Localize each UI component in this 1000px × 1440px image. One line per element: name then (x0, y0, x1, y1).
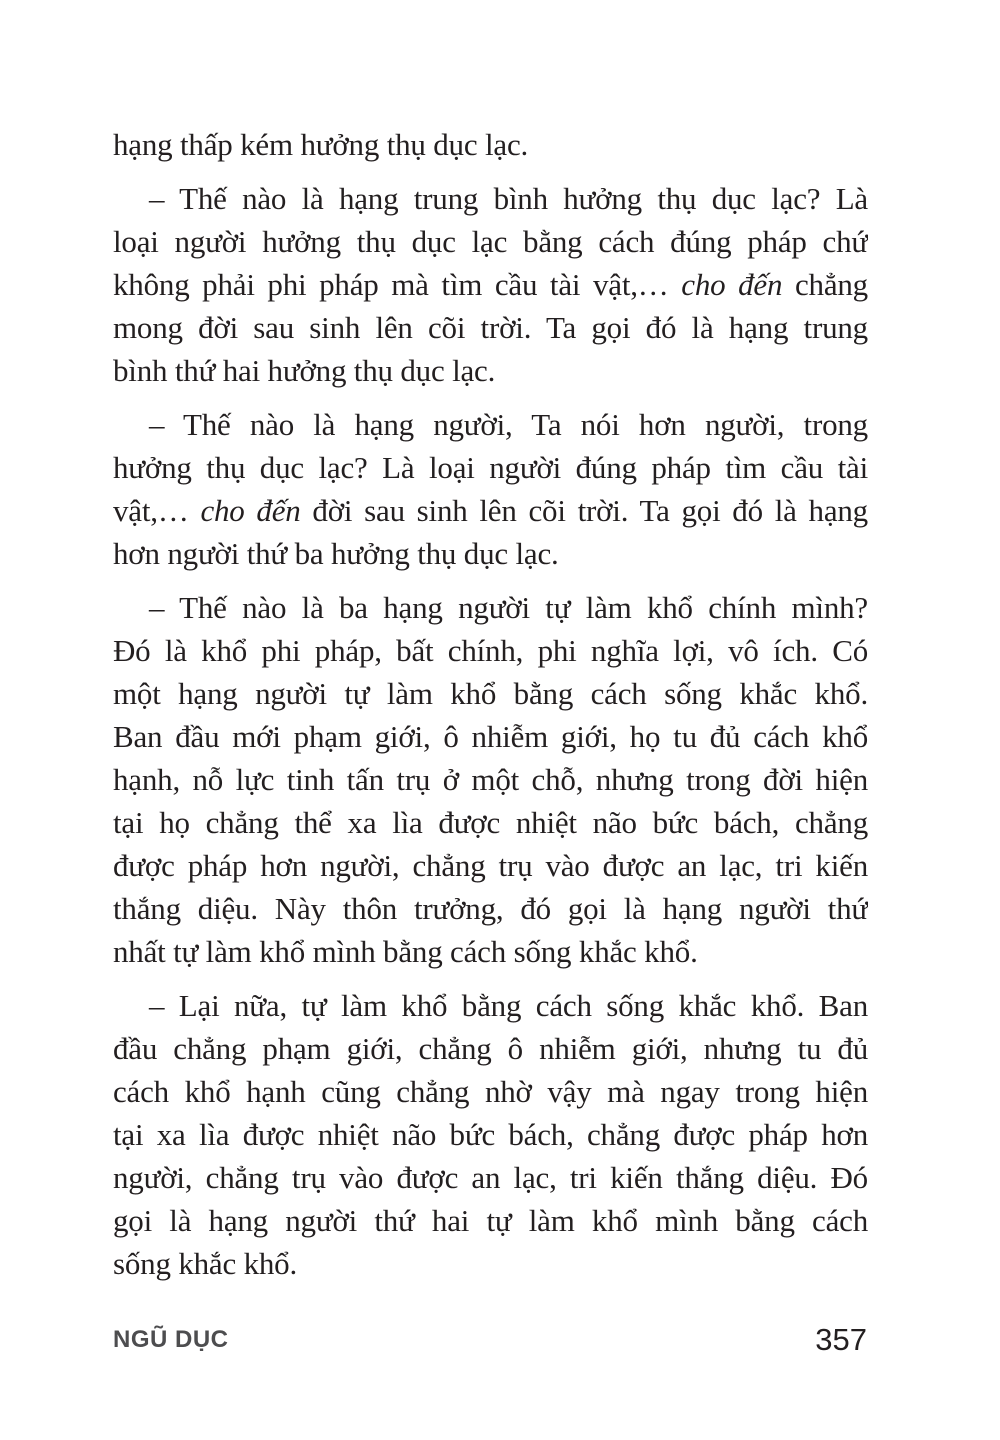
text-line (113, 844, 868, 887)
text-run: tại họ chẳng thể xa lìa được nhiệt não bức bách, chẳng (113, 805, 868, 840)
running-footer-title: NGŨ DỤC (113, 1326, 229, 1353)
text-line (113, 446, 868, 489)
text-run: thắng diệu. Này thôn trưởng, đó gọi là hạng người thứ (113, 891, 868, 926)
text-run: bình thứ hai hưởng thụ dục lạc. (113, 353, 496, 388)
text-run: đời sau sinh lên cõi trời. Ta gọi đó là hạng (300, 493, 868, 528)
text-line (113, 629, 868, 672)
text-line (113, 177, 868, 220)
text-line (113, 887, 868, 930)
text-run: mong đời sau sinh lên cõi trời. Ta gọi đó là hạng trung (113, 310, 868, 345)
page-number: 357 (815, 1322, 867, 1357)
text-line (113, 1199, 868, 1242)
text-line (113, 532, 868, 575)
text-line (113, 123, 868, 166)
text-line (113, 758, 868, 801)
text-run: được pháp hơn người, chẳng trụ vào được an lạc, tri kiến (113, 848, 868, 883)
text-run: chẳng (782, 267, 868, 302)
text-line (113, 984, 868, 1027)
text-run: hơn người thứ ba hưởng thụ dục lạc. (113, 536, 559, 571)
text-run: nhất tự làm khổ mình bằng cách sống khắc khổ. (113, 934, 698, 969)
text-run: không phải phi pháp mà tìm cầu tài vật,… (113, 267, 682, 302)
text-line (113, 801, 868, 844)
italic-run: cho đến (681, 267, 783, 302)
text-line (113, 220, 868, 263)
text-line (113, 586, 868, 629)
text-run: hưởng thụ dục lạc? Là loại người đúng pháp tìm cầu tài (113, 450, 868, 485)
text-run: – Thế nào là hạng người, Ta nói hơn người, trong (149, 407, 868, 442)
text-line (113, 263, 868, 306)
text-line (113, 1070, 868, 1113)
text-run: đầu chẳng phạm giới, chẳng ô nhiễm giới, nhưng tu đủ (113, 1031, 868, 1066)
text-run: vật,… (113, 493, 201, 528)
text-line (113, 1027, 868, 1070)
text-run: cách khổ hạnh cũng chẳng nhờ vậy mà ngay trong hiện (113, 1074, 868, 1109)
text-run: – Lại nữa, tự làm khổ bằng cách sống khắc khổ. Ban (149, 988, 868, 1023)
text-run: tại xa lìa được nhiệt não bức bách, chẳng được pháp hơn (113, 1117, 868, 1152)
paragraph (113, 403, 868, 575)
text-line (113, 306, 868, 349)
text-run: – Thế nào là hạng trung bình hưởng thụ dục lạc? Là (149, 181, 868, 216)
text-line (113, 1113, 868, 1156)
text-run: người, chẳng trụ vào được an lạc, tri kiến thắng diệu. Đó (113, 1160, 868, 1195)
text-run: hạng thấp kém hưởng thụ dục lạc. (113, 127, 529, 162)
text-line (113, 1156, 868, 1199)
text-run: – Thế nào là ba hạng người tự làm khổ chính mình? (149, 590, 868, 625)
text-run: sống khắc khổ. (113, 1246, 298, 1281)
text-line (113, 349, 868, 392)
paragraph (113, 177, 868, 392)
text-line (113, 1242, 868, 1285)
text-run: Ban đầu mới phạm giới, ô nhiễm giới, họ tu đủ cách khổ (113, 719, 868, 754)
text-run: một hạng người tự làm khổ bằng cách sống khắc khổ. (113, 676, 868, 711)
text-line (113, 672, 868, 715)
body-text (113, 123, 868, 1285)
text-line (113, 715, 868, 758)
text-line (113, 930, 868, 973)
text-line (113, 489, 868, 532)
text-run: loại người hưởng thụ dục lạc bằng cách đúng pháp chứ (113, 224, 868, 259)
paragraph (113, 984, 868, 1285)
italic-run: cho đến (200, 493, 301, 528)
text-run: Đó là khổ phi pháp, bất chính, phi nghĩa lợi, vô ích. Có (113, 633, 868, 668)
text-run: hạnh, nỗ lực tinh tấn trụ ở một chỗ, nhưng trong đời hiện (113, 762, 868, 797)
text-run: gọi là hạng người thứ hai tự làm khổ mình bằng cách (113, 1203, 868, 1238)
paragraph (113, 586, 868, 973)
text-line (113, 403, 868, 446)
